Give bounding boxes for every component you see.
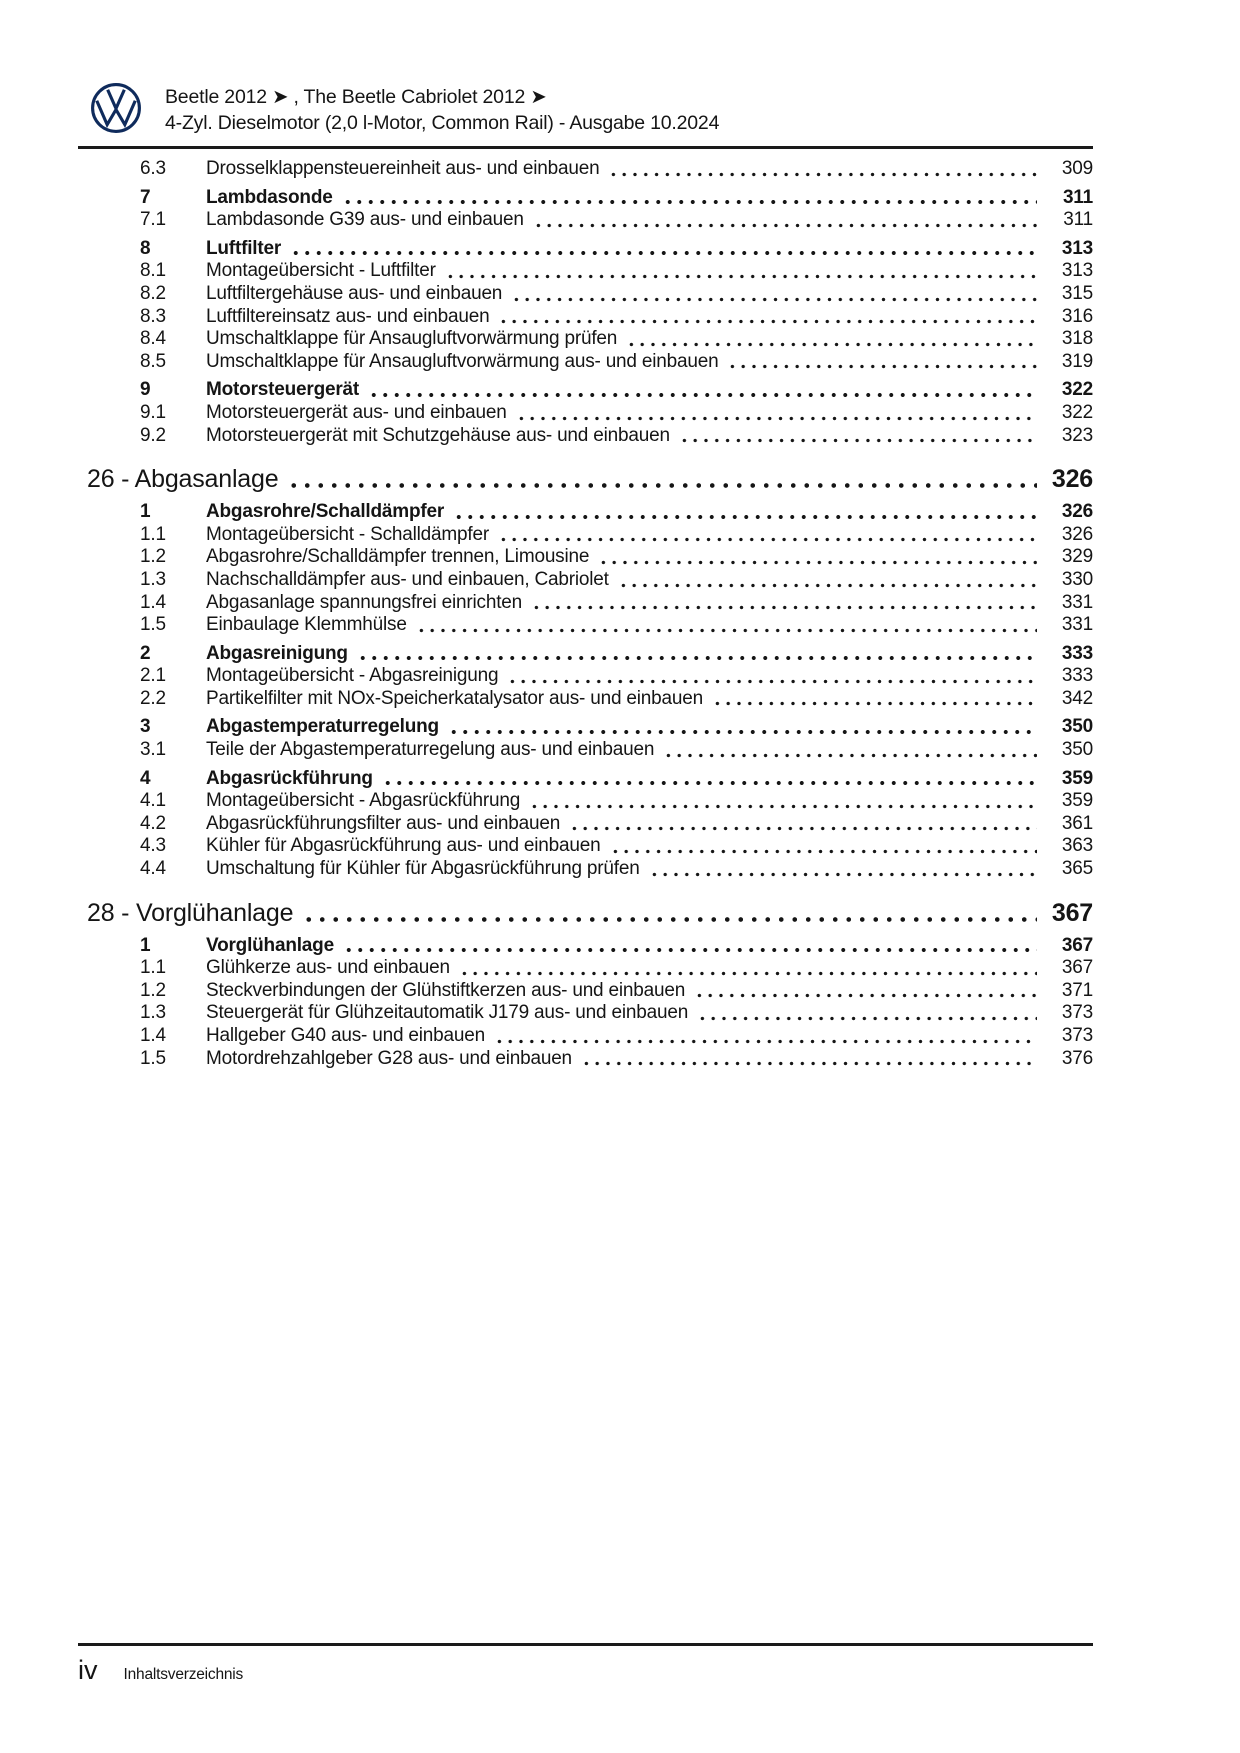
toc-entry-number: 1.1 xyxy=(140,523,166,545)
leader-dots-icon xyxy=(533,209,1037,232)
toc-entry-page: 342 xyxy=(1061,687,1093,709)
toc-entry-number: 9.1 xyxy=(140,401,166,423)
leader-dots-icon xyxy=(448,716,1037,739)
leader-dots-icon xyxy=(697,1002,1037,1025)
toc-entry-number: 1 xyxy=(140,934,151,956)
toc-entry-page: 363 xyxy=(1061,835,1093,857)
toc-entry-title: Abgasrohre/Schalldämpfer trennen, Limousine xyxy=(206,546,590,568)
toc-entry-number: 1.2 xyxy=(140,546,166,568)
toc-entry[interactable] xyxy=(78,980,1093,1003)
toc-entry-title: Abgasrohre/Schalldämpfer xyxy=(206,501,445,523)
toc-entry-number: 9.2 xyxy=(140,424,166,446)
leader-dots-icon xyxy=(531,592,1037,615)
toc-entry-title: Nachschalldämpfer aus- und einbauen, Cabriolet xyxy=(206,568,609,590)
leader-dots-icon xyxy=(453,501,1037,524)
toc-entry-title: Luftfiltergehäuse aus- und einbauen xyxy=(206,282,503,304)
leader-dots-icon xyxy=(529,790,1037,813)
toc-entry-title: Montageübersicht - Abgasrückführung xyxy=(206,790,521,812)
toc-entry[interactable] xyxy=(78,546,1093,569)
toc-entry[interactable] xyxy=(78,260,1093,283)
leader-dots-icon xyxy=(727,351,1037,374)
toc-entry-page: 313 xyxy=(1061,260,1093,282)
toc-entry-page: 331 xyxy=(1061,614,1093,636)
toc-entry-number: 1.3 xyxy=(140,568,166,590)
leader-dots-icon xyxy=(679,425,1037,448)
toc-entry-page: 326 xyxy=(1051,465,1093,494)
leader-dots-icon xyxy=(608,158,1037,181)
leader-dots-icon xyxy=(416,614,1037,637)
leader-dots-icon xyxy=(649,858,1037,881)
toc-entry-title: Montageübersicht - Abgasreinigung xyxy=(206,665,499,687)
leader-dots-icon xyxy=(598,546,1037,569)
toc-entry[interactable] xyxy=(78,351,1093,374)
toc-entry-page: 330 xyxy=(1061,568,1093,590)
leader-dots-icon xyxy=(498,306,1037,329)
toc-entry-number: 2.1 xyxy=(140,665,166,687)
leader-dots-icon xyxy=(507,665,1037,688)
toc-entry[interactable] xyxy=(78,592,1093,615)
toc-entry-number: 1.4 xyxy=(140,1025,166,1046)
toc-entry-title: Kühler für Abgasrückführung aus- und einbauen xyxy=(206,835,601,857)
toc-entry[interactable] xyxy=(78,1002,1093,1025)
toc-entry-number: 1.1 xyxy=(140,957,166,979)
toc-entry-title: Teile der Abgastemperaturregelung aus- und einbauen xyxy=(206,739,655,761)
toc-entry[interactable] xyxy=(78,569,1093,592)
toc-entry[interactable] xyxy=(78,306,1093,329)
toc-entry-page: 315 xyxy=(1061,282,1093,304)
toc-entry[interactable] xyxy=(78,688,1093,711)
toc-entry-number: 8.2 xyxy=(140,282,166,304)
toc-entry[interactable] xyxy=(78,328,1093,351)
toc-entry-page: 367 xyxy=(1061,934,1093,956)
toc-entry[interactable] xyxy=(78,158,1093,181)
vw-logo-icon xyxy=(90,82,142,134)
toc-entry-page: 376 xyxy=(1061,1047,1093,1069)
toc-entry-page: 361 xyxy=(1061,812,1093,834)
toc-entry[interactable] xyxy=(78,425,1093,448)
toc-entry-number: 2 xyxy=(140,642,151,664)
toc-entry-page: 333 xyxy=(1061,642,1093,664)
toc-entry-title: Umschaltklappe für Ansaugluftvorwärmung prüfen xyxy=(206,328,618,350)
toc-entry-number: 8.3 xyxy=(140,305,166,327)
toc-entry[interactable] xyxy=(78,665,1093,688)
toc-entry-page: 365 xyxy=(1061,858,1093,880)
leader-dots-icon xyxy=(498,524,1037,547)
leader-dots-icon xyxy=(290,238,1037,261)
toc-entry-page: 318 xyxy=(1061,328,1093,350)
toc-entry-number: 3.1 xyxy=(140,739,166,761)
leader-dots-icon xyxy=(342,187,1037,210)
toc-entry-title: Vorglühanlage xyxy=(206,934,334,956)
toc-entry-title: Abgasrückführung xyxy=(206,767,373,789)
toc-entry-page: 323 xyxy=(1061,424,1093,446)
toc-entry-title: Luftfilter xyxy=(206,237,282,259)
toc-entry-number: 4.3 xyxy=(140,835,166,857)
toc-entry-number: 1.4 xyxy=(140,591,166,613)
leader-dots-icon xyxy=(569,813,1037,836)
header-engine-line: 4-Zyl. Dieselmotor (2,0 l-Motor, Common Rail) - Ausgabe 10.2024 xyxy=(165,112,720,134)
toc-entry-page: 326 xyxy=(1061,501,1093,523)
leader-dots-icon xyxy=(581,1048,1037,1071)
toc-entry-page: 311 xyxy=(1062,186,1093,208)
toc-entry[interactable] xyxy=(78,524,1093,547)
leader-dots-icon xyxy=(663,739,1037,762)
toc-entry-title: Motorsteuergerät aus- und einbauen xyxy=(206,401,507,423)
toc-entry-number: 3 xyxy=(140,716,151,738)
toc-entry-page: 309 xyxy=(1061,158,1093,179)
leader-dots-icon xyxy=(368,379,1037,402)
toc-entry[interactable] xyxy=(78,768,1093,791)
toc-entry[interactable] xyxy=(78,858,1093,881)
toc-entry-title: Umschaltklappe für Ansaugluftvorwärmung aus- und einbauen xyxy=(206,350,719,372)
toc-entry-page: 373 xyxy=(1061,1025,1093,1046)
toc-entry[interactable] xyxy=(78,957,1093,980)
toc-entry-page: 359 xyxy=(1061,790,1093,812)
toc-entry-number: 9 xyxy=(140,379,151,401)
toc-entry-number: 1.3 xyxy=(140,1002,166,1024)
toc-entry-title: Lambdasonde G39 aus- und einbauen xyxy=(206,209,524,231)
toc-entry[interactable] xyxy=(78,283,1093,306)
toc-entry-title: Glühkerze aus- und einbauen xyxy=(206,957,450,979)
toc-entry[interactable] xyxy=(78,187,1093,210)
toc-entry-number: 2.2 xyxy=(140,687,166,709)
leader-dots-icon xyxy=(610,835,1038,858)
header-model-line: Beetle 2012 ➤ , The Beetle Cabriolet 2012 ➤ xyxy=(165,86,547,108)
toc-entry[interactable] xyxy=(78,238,1093,261)
toc-entry-number: 1 xyxy=(140,501,151,523)
toc-entry-title: Motordrehzahlgeber G28 aus- und einbauen xyxy=(206,1047,572,1069)
toc-entry[interactable] xyxy=(78,464,1093,495)
toc-entry-number: 4 xyxy=(140,767,151,789)
toc-entry-page: 319 xyxy=(1061,350,1093,372)
toc-entry[interactable] xyxy=(78,739,1093,762)
leader-dots-icon xyxy=(626,328,1037,351)
toc-entry-page: 331 xyxy=(1061,591,1093,613)
toc-entry-title: 26 - Abgasanlage xyxy=(87,465,279,494)
toc-entry-title: Hallgeber G40 aus- und einbauen xyxy=(206,1025,486,1046)
footer-section-title: Inhaltsverzeichnis xyxy=(123,1666,244,1683)
toc-entry-number: 8.4 xyxy=(140,328,166,350)
toc-entry-title: Einbaulage Klemmhülse xyxy=(206,614,407,636)
toc-entry[interactable] xyxy=(78,209,1093,232)
toc-entry-page: 322 xyxy=(1061,379,1093,401)
toc-entry-number: 8.1 xyxy=(140,260,166,282)
toc-entry-page: 359 xyxy=(1061,767,1093,789)
toc-entry[interactable] xyxy=(78,1025,1093,1048)
toc-entry-title: Lambdasonde xyxy=(206,186,333,208)
toc-entry-number: 4.2 xyxy=(140,812,166,834)
toc-entry-title: Motorsteuergerät mit Schutzgehäuse aus- und einbauen xyxy=(206,424,670,446)
footer-page-number: iv xyxy=(78,1655,98,1685)
leader-dots-icon xyxy=(712,688,1037,711)
toc-entry-number: 8.5 xyxy=(140,350,166,372)
toc-entry-page: 313 xyxy=(1061,237,1093,259)
toc-entry-title: Luftfiltereinsatz aus- und einbauen xyxy=(206,305,490,327)
toc-entry-page: 350 xyxy=(1061,716,1093,738)
leader-dots-icon xyxy=(516,402,1037,425)
leader-dots-icon xyxy=(343,935,1037,958)
toc-entry-number: 8 xyxy=(140,237,151,259)
leader-dots-icon xyxy=(357,643,1037,666)
toc-entry-page: 311 xyxy=(1063,209,1093,231)
toc-entry-title: Steckverbindungen der Glühstiftkerzen aus- und einbauen xyxy=(206,979,686,1001)
toc-entry-page: 316 xyxy=(1061,305,1093,327)
toc-entry[interactable] xyxy=(78,402,1093,425)
toc-entry[interactable] xyxy=(78,935,1093,958)
leader-dots-icon xyxy=(287,464,1037,495)
toc-entry-page: 373 xyxy=(1061,1002,1093,1024)
toc-entry-number: 4.1 xyxy=(140,790,166,812)
toc-entry-page: 350 xyxy=(1061,739,1093,761)
toc-entry-title: Umschaltung für Kühler für Abgasrückführung prüfen xyxy=(206,858,640,880)
toc-entry-number: 1.2 xyxy=(140,979,166,1001)
table-of-contents xyxy=(78,149,1093,1070)
toc-entry-number: 6.3 xyxy=(140,158,166,179)
toc-entry-title: Motorsteuergerät xyxy=(206,379,360,401)
toc-entry-number: 4.4 xyxy=(140,858,166,880)
leader-dots-icon xyxy=(618,569,1037,592)
toc-entry[interactable] xyxy=(78,379,1093,402)
page-footer xyxy=(0,1643,1240,1686)
toc-entry-title: Montageübersicht - Luftfilter xyxy=(206,260,436,282)
toc-entry[interactable] xyxy=(78,813,1093,836)
footer-rule xyxy=(78,1643,1093,1646)
toc-entry-page: 329 xyxy=(1061,546,1093,568)
toc-entry-page: 322 xyxy=(1061,401,1093,423)
toc-entry-number: 7.1 xyxy=(140,209,166,231)
toc-entry-number: 7 xyxy=(140,186,151,208)
toc-entry-title: Steuergerät für Glühzeitautomatik J179 aus- und einbauen xyxy=(206,1002,689,1024)
toc-entry-title: Abgasrückführungsfilter aus- und einbauen xyxy=(206,812,561,834)
toc-entry-title: 28 - Vorglühanlage xyxy=(87,898,294,927)
toc-entry-title: Abgasreinigung xyxy=(206,642,348,664)
toc-entry-number: 1.5 xyxy=(140,614,166,636)
leader-dots-icon xyxy=(511,283,1037,306)
toc-entry[interactable] xyxy=(78,501,1093,524)
toc-entry-title: Abgastemperaturregelung xyxy=(206,716,439,738)
toc-entry[interactable] xyxy=(78,835,1093,858)
header-text-block xyxy=(165,82,719,136)
leader-dots-icon xyxy=(445,260,1037,283)
leader-dots-icon xyxy=(382,768,1037,791)
toc-entry-page: 367 xyxy=(1051,898,1093,927)
leader-dots-icon xyxy=(459,957,1037,980)
leader-dots-icon xyxy=(694,980,1037,1003)
toc-entry[interactable] xyxy=(78,643,1093,666)
toc-entry[interactable] xyxy=(78,716,1093,739)
toc-entry-title: Drosselklappensteuereinheit aus- und einbauen xyxy=(206,158,600,179)
leader-dots-icon xyxy=(302,898,1037,929)
toc-entry-number: 1.5 xyxy=(140,1047,166,1069)
toc-entry-page: 371 xyxy=(1061,979,1093,1001)
toc-entry-title: Montageübersicht - Schalldämpfer xyxy=(206,523,489,545)
toc-entry[interactable] xyxy=(78,1048,1093,1071)
toc-entry-title: Abgasanlage spannungsfrei einrichten xyxy=(206,591,523,613)
toc-entry[interactable] xyxy=(78,898,1093,929)
toc-entry-page: 367 xyxy=(1061,957,1093,979)
toc-entry-page: 326 xyxy=(1061,523,1093,545)
page-header xyxy=(78,0,1093,136)
toc-entry[interactable] xyxy=(78,790,1093,813)
toc-entry-page: 333 xyxy=(1061,665,1093,687)
toc-entry-title: Partikelfilter mit NOx-Speicherkatalysator aus- und einbauen xyxy=(206,687,704,709)
leader-dots-icon xyxy=(494,1025,1037,1048)
toc-entry[interactable] xyxy=(78,614,1093,637)
